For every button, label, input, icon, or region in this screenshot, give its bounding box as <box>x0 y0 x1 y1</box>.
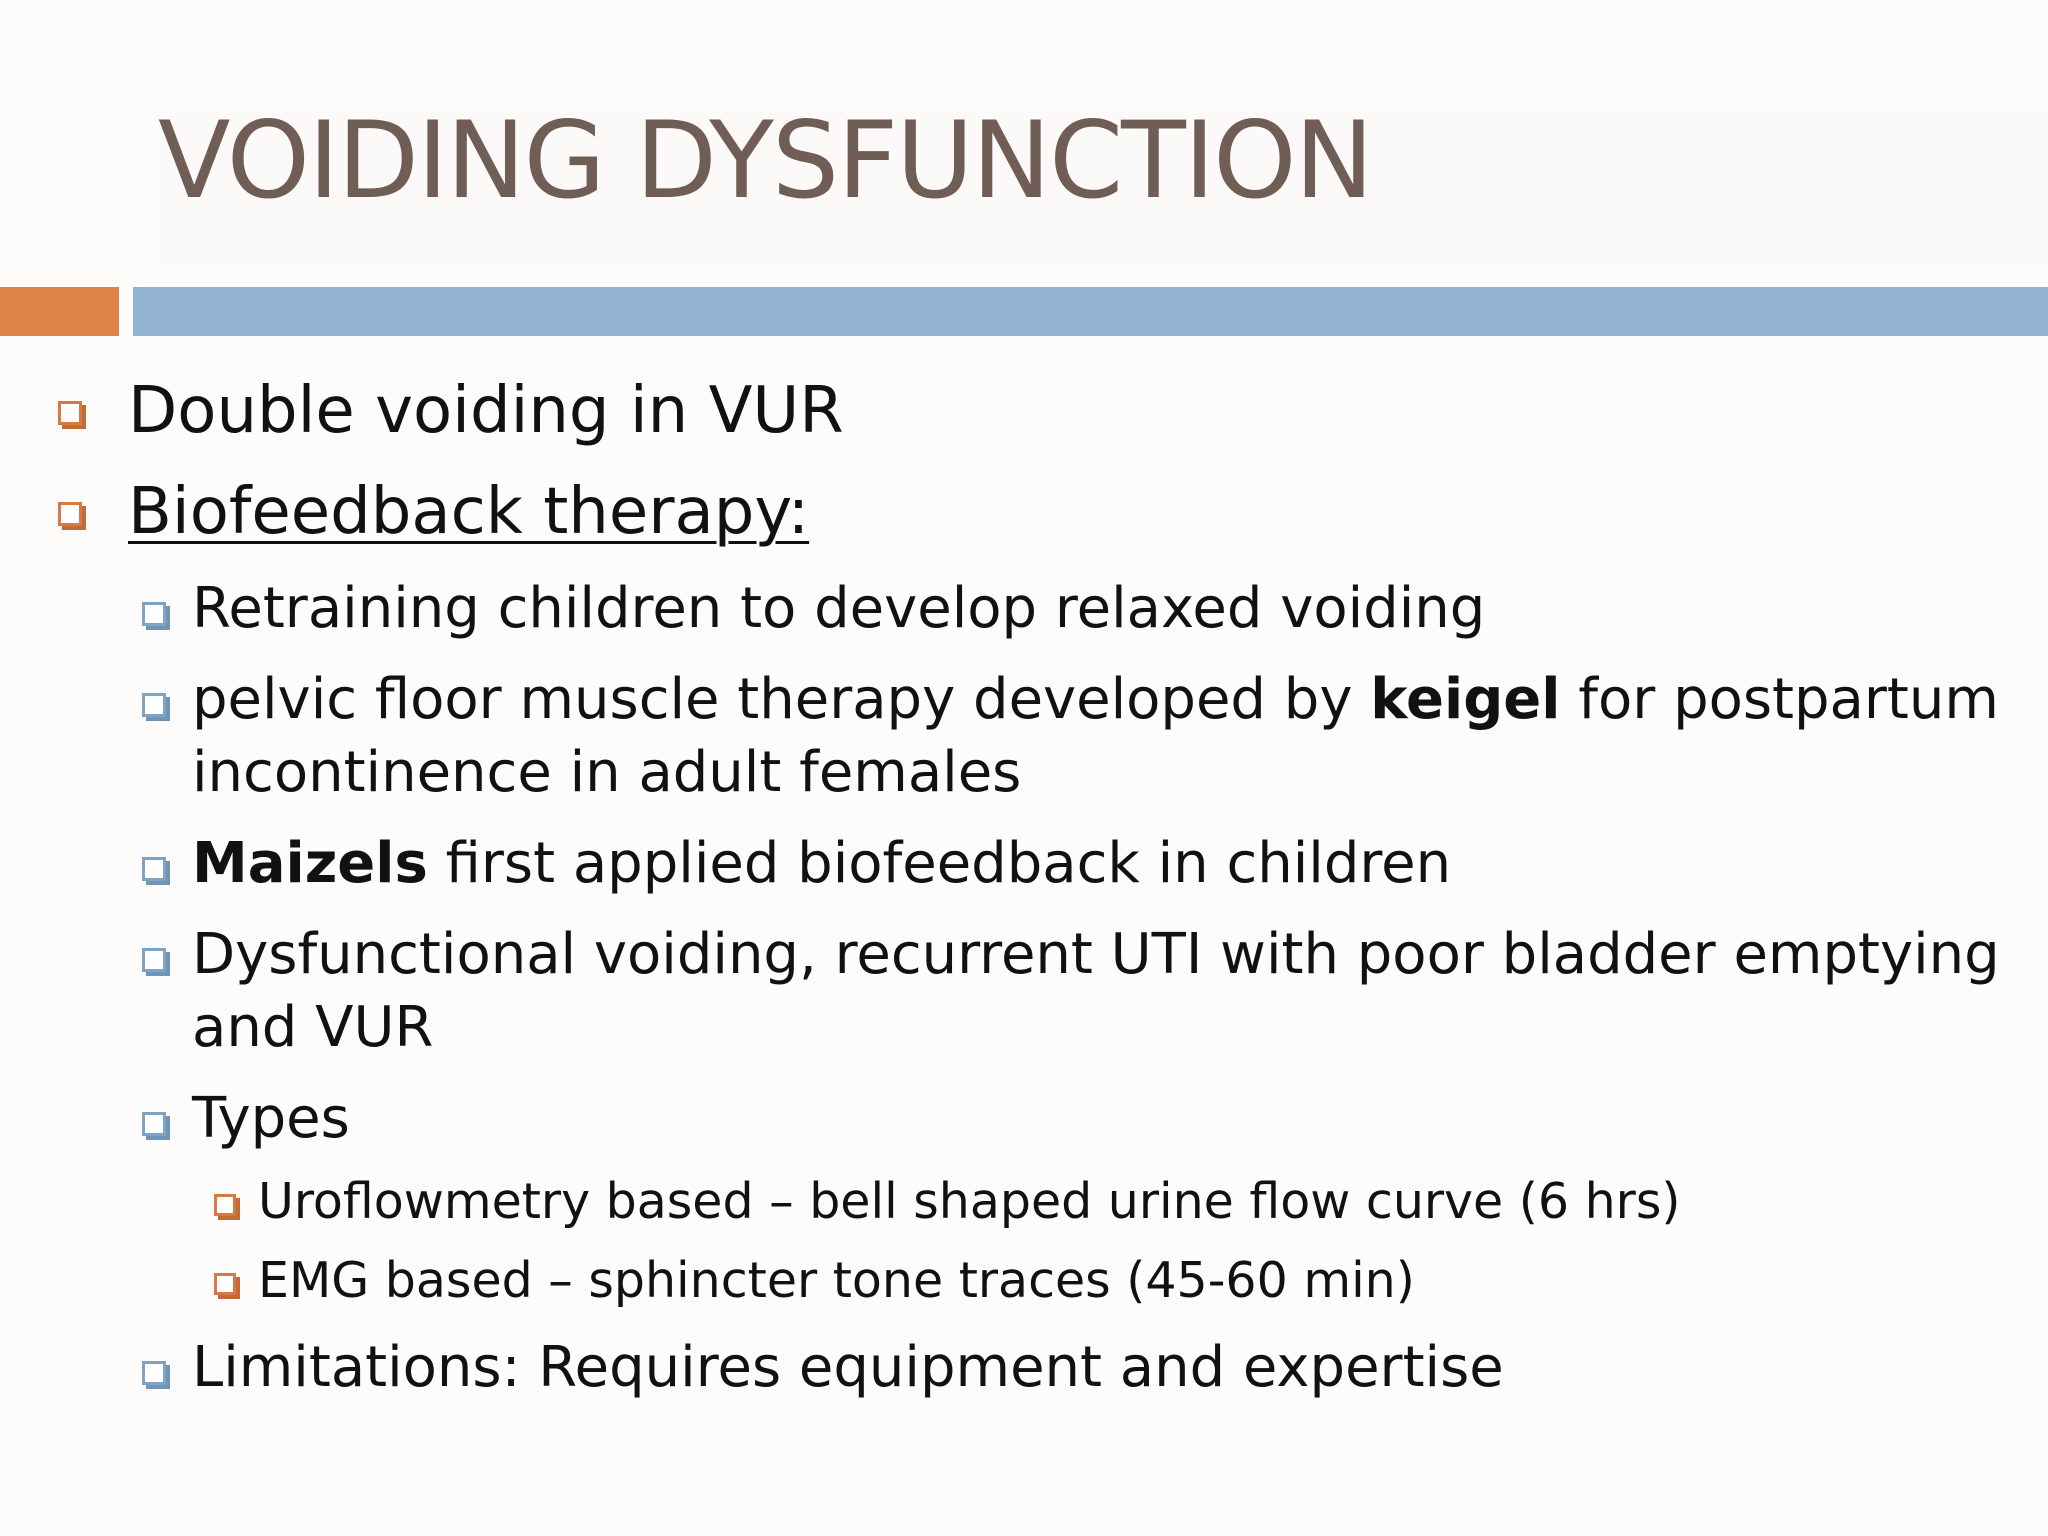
checkbox-bullet-icon <box>142 948 166 972</box>
bullet-types <box>142 1082 350 1155</box>
checkbox-bullet-icon <box>58 502 82 526</box>
bullet-text <box>192 918 2000 1065</box>
bullet-pelvic-floor <box>142 663 1999 810</box>
slide-title: VOIDING DYSFUNCTION <box>158 99 1372 222</box>
accent-bar-blue <box>133 287 2048 336</box>
bullet-text <box>192 663 1999 810</box>
bullet-text-line1: Dysfunctional voiding, recurrent UTI with poor bladder emptying <box>192 922 2000 987</box>
bullet-limitations <box>142 1331 1504 1404</box>
bullet-maizels <box>142 827 1451 900</box>
bullet-uroflowmetry <box>214 1170 1680 1234</box>
bullet-text <box>192 827 1451 900</box>
checkbox-bullet-icon <box>142 602 166 626</box>
bullet-text-bold: keigel <box>1370 667 1561 732</box>
checkbox-bullet-icon <box>58 401 82 425</box>
checkbox-bullet-icon <box>142 1361 166 1385</box>
checkbox-bullet-icon <box>214 1194 236 1216</box>
bullet-emg <box>214 1249 1415 1313</box>
bullet-text: Retraining children to develop relaxed voiding <box>192 576 1486 641</box>
bullet-retraining <box>142 572 1485 645</box>
bullet-text-part: first applied biofeedback in children <box>427 831 1452 896</box>
bullet-text: Uroflowmetry based – bell shaped urine flow curve (6 hrs) <box>258 1173 1681 1230</box>
checkbox-bullet-icon <box>142 857 166 881</box>
bullet-text-bold: Maizels <box>192 831 428 896</box>
bullet-text-part: pelvic floor muscle therapy developed by <box>192 667 1371 732</box>
bullet-double-voiding <box>58 371 844 451</box>
bullet-text-part: for postpartum <box>1560 667 1999 732</box>
bullet-text: Double voiding in VUR <box>128 374 844 448</box>
bullet-text: Biofeedback therapy: <box>128 475 810 549</box>
accent-bar-orange <box>0 287 119 336</box>
bullet-text: Limitations: Requires equipment and expertise <box>192 1335 1504 1400</box>
bullet-dysfunctional-voiding <box>142 918 2000 1065</box>
bullet-text-line2: and VUR <box>192 995 434 1061</box>
bullet-text: EMG based – sphincter tone traces (45-60 min) <box>258 1252 1415 1309</box>
checkbox-bullet-icon <box>142 693 166 717</box>
bullet-text: Types <box>192 1086 350 1151</box>
bullet-biofeedback-therapy <box>58 472 809 552</box>
checkbox-bullet-icon <box>142 1112 166 1136</box>
bullet-text-line2: incontinence in adult females <box>192 740 1022 806</box>
checkbox-bullet-icon <box>214 1273 236 1295</box>
